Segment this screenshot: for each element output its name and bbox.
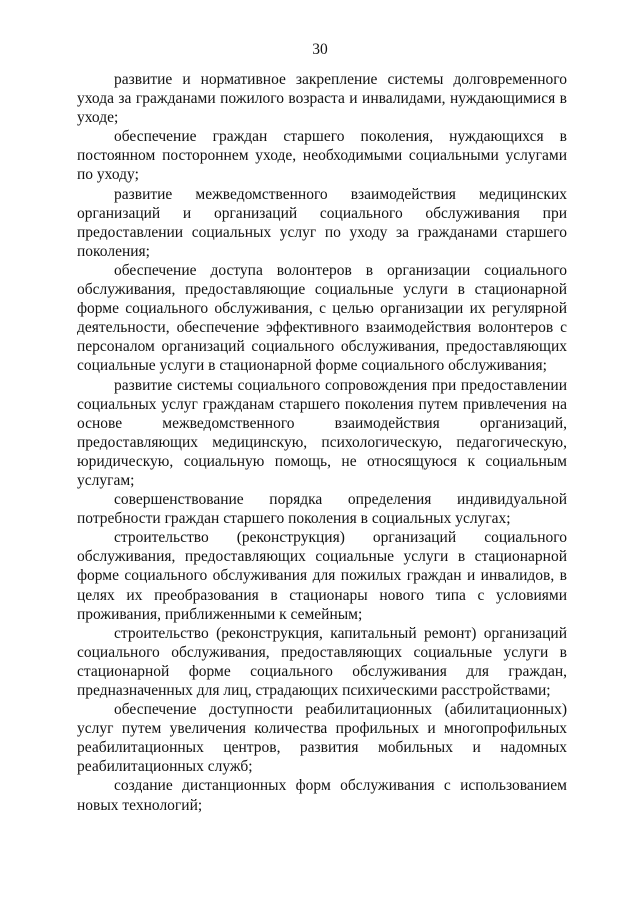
paragraph-needs-assessment: совершенствование порядка определения индивидуальной потребности граждан старшего поколения в социальных услугах; [77,491,567,528]
paragraph-social-support-system: развитие системы социального сопровождения при предоставлении социальных услуг гражданам старшего поколения путем привлечения на основе межведомственного взаимодействия организаций, предоставляющих медицинскую, психологическую, педагогическую, юридическую, социальную помощь, не относящуюся к социальным услугам; [77,376,567,489]
paragraph-rehabilitation-access: обеспечение доступности реабилитационных (абилитационных) услуг путем увеличения количества профильных и многопрофильных реабилитационных центров, развития мобильных и надомных реабилитационных служб; [77,701,567,776]
paragraph-volunteer-access: обеспечение доступа волонтеров в организации социального обслуживания, предоставляющие социальные услуги в стационарной форме социального обслуживания, с целью организации их регулярной деятельности, обеспечение эффективного взаимодействия волонтеров с персоналом организаций социального обслуживания, предоставляющих социальные услуги в стационарной форме социального обслуживания; [77,261,567,375]
paragraph-long-term-care: развитие и нормативное закрепление системы долговременного ухода за гражданами пожилого возраста и инвалидами, нуждающимися в уходе; [77,71,567,127]
paragraph-elderly-care-services: обеспечение граждан старшего поколения, нуждающихся в постоянном постороннем уходе, необходимыми социальными услугами по уходу; [77,128,567,184]
paragraph-construction-psychiatric: строительство (реконструкция, капитальный ремонт) организаций социального обслуживания, предоставляющих социальные услуги в стационарной форме социального обслуживания для граждан, предназначенных для лиц, страдающих психическими расстройствами; [77,624,567,699]
document-body [77,70,567,815]
paragraph-construction-inpatient: строительство (реконструкция) организаций социального обслуживания, предоставляющих социальные услуги в стационарной форме социального обслуживания для пожилых граждан и инвалидов, в целях их преобразования в стационары нового типа с условиями проживания, приближенными к семейным; [77,529,567,623]
page-number: 30 [312,41,328,58]
paragraph-remote-services: создание дистанционных форм обслуживания с использованием новых технологий; [77,777,567,814]
paragraph-interagency-medical: развитие межведомственного взаимодействия медицинских организаций и организаций социального обслуживания при предоставлении социальных услуг по уходу за гражданами старшего поколения; [77,185,567,260]
